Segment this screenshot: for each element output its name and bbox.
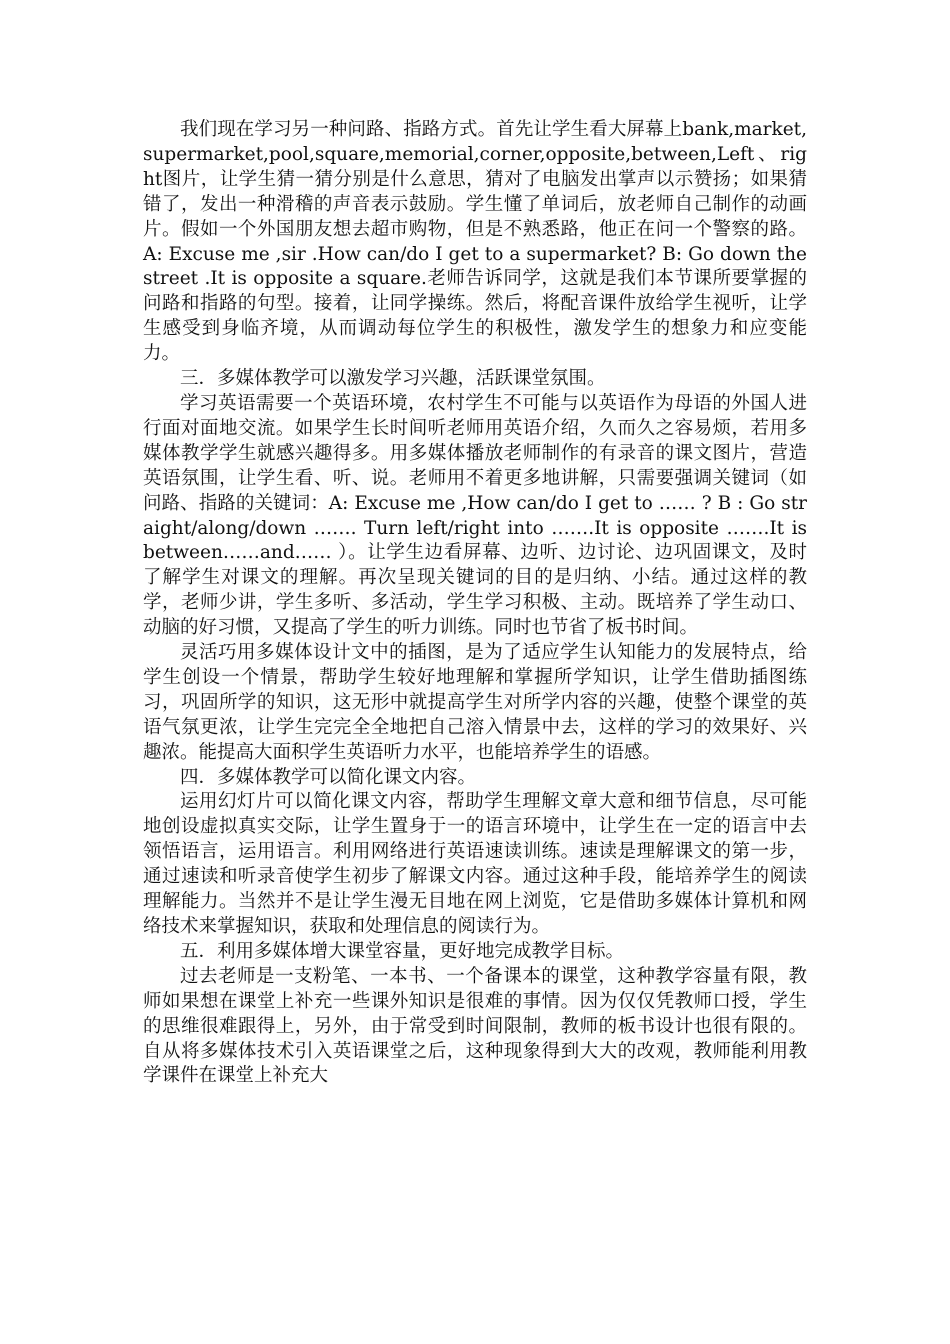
section-heading-3: 三．多媒体教学可以激发学习兴趣，活跃课堂氛围。	[180, 368, 606, 390]
paragraph-english-environment: 学习英语需要一个英语环境，农村学生不可能与以英语作为母语的外国人进行面对面地交流。如果学生长时间听老师用英语介绍，久而久之容易烦，若用多媒体教学学生就感兴趣得多。用多媒体播放老师制作的有录音的课文图片，营造英语氛围，让学生看、听、说。老师用不着更多地讲解，只需要强调关键词（如问路、指路的关键词：A: Excuse me ,How can/do I get to …… ? B : Go straight/along/down ……. Turn left/right into …….It is opposite …….It is between……and…… ）。让学生边看屏幕、边听、边讨论、边巩固课文，及时了解学生对课文的理解。再次呈现关键词的目的是归纳、小结。通过这样的教学，老师少讲，学生多听、多活动，学生学习积极、主动。既培养了学生动口、动脑的好习惯，又提高了学生的听力训练。同时也节省了板书时间。	[143, 392, 807, 639]
paragraph-illustrations: 灵活巧用多媒体设计文中的插图，是为了适应学生认知能力的发展特点，给学生创设一个情景，帮助学生较好地理解和掌握所学知识，让学生借助插图练习，巩固所学的知识，这无形中就提高学生对所学内容的兴趣，使整个课堂的英语气氛更浓，让学生完完全全地把自己溶入情景中去，这样的学习的效果好、兴趣浓。能提高大面积学生英语听力水平，也能培养学生的语感。	[143, 642, 807, 763]
section-heading-5: 五．利用多媒体增大课堂容量，更好地完成教学目标。	[180, 940, 625, 962]
paragraph-classroom-capacity: 过去老师是一支粉笔、一本书、一个备课本的课堂，这种教学容量有限，教师如果想在课堂上补充一些课外知识是很难的事情。因为仅仅凭教师口授，学生的思维很难跟得上，另外，由于常受到时间限制，教师的板书设计也很有限的。自从将多媒体技术引入英语课堂之后，这种现象得到大大的改观，教师能利用教学课件在课堂上补充大	[143, 965, 807, 1087]
document-page	[143, 118, 807, 1089]
paragraph-slides: 运用幻灯片可以简化课文内容，帮助学生理解文章大意和细节信息，尽可能地创设虚拟真实交际，让学生置身于一的语言环境中，让学生在一定的语言中去领悟语言，运用语言。利用网络进行英语速读训练。速读是理解课文的第一步，通过速读和听录音使学生初步了解课文内容。通过这种手段，能培养学生的阅读理解能力。当然并不是让学生漫无目地在网上浏览，它是借助多媒体计算机和网络技术来掌握知识，获取和处理信息的阅读行为。	[143, 791, 807, 937]
paragraph-directions-lesson: 我们现在学习另一种问路、指路方式。首先让学生看大屏幕上bank,market,supermarket,pool,square,memorial,corner,opposite,between,Left、right图片，让学生猜一猜分别是什么意思，猜对了电脑发出掌声以示赞扬；如果猜错了，发出一种滑稽的声音表示鼓励。学生懂了单词后，放老师自己制作的动画片。假如一个外国朋友想去超市购物，但是不熟悉路，他正在问一个警察的路。A: Excuse me ,sir .How can/do I get to a supermarket? B: Go down the street .It is opposite a square.老师告诉同学，这就是我们本节课所要掌握的问路和指路的句型。接着，让同学操练。然后，将配音课件放给学生视听，让学生感受到身临齐境，从而调动每位学生的积极性，激发学生的想象力和应变能力。	[143, 119, 807, 365]
section-heading-4: 四．多媒体教学可以简化课文内容。	[180, 766, 477, 788]
